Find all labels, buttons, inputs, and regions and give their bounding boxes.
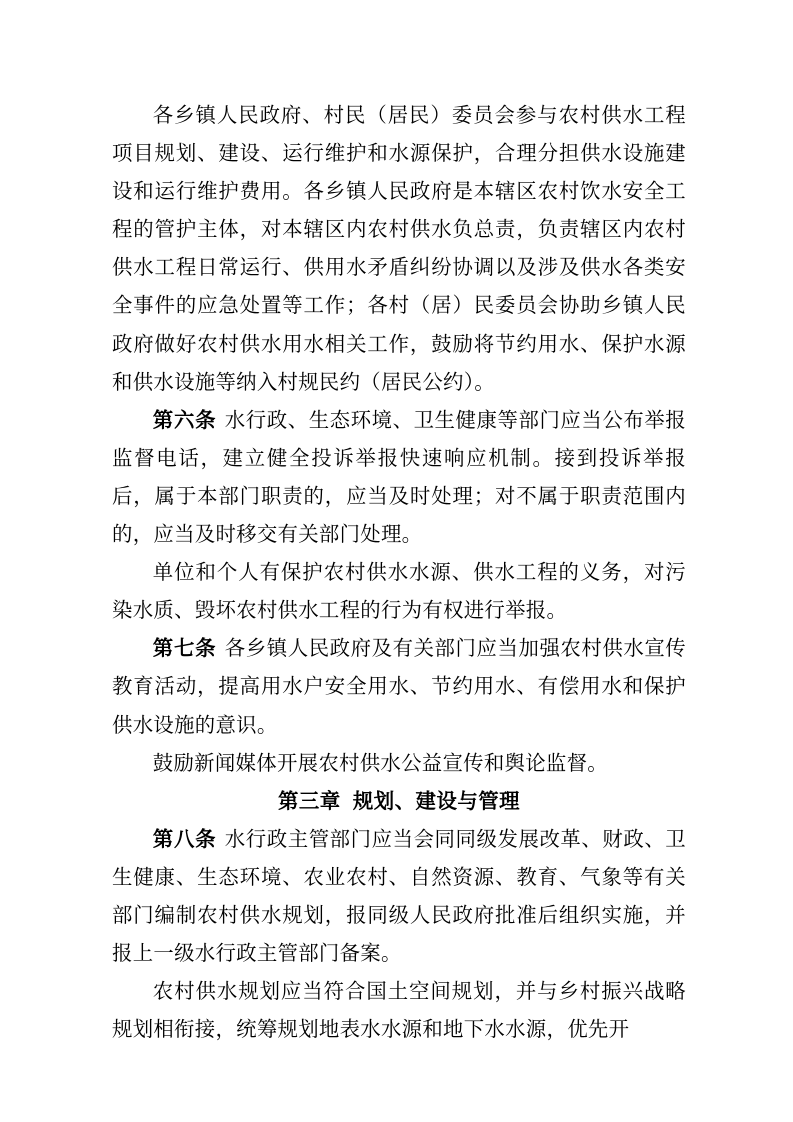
paragraph-reporting-duty xyxy=(112,553,686,629)
chapter-title: 规划、建设与管理 xyxy=(352,788,521,813)
article-text: 水行政、生态环境、卫生健康等部门应当公布举报监督电话，建立健全投诉举报快速响应机制。接到投诉举报后，属于本部门职责的，应当及时处理；对不属于职责范围内的，应当及时移交有关部门处理。 xyxy=(112,407,687,547)
paragraph-media-supervision xyxy=(112,744,686,782)
article-7 xyxy=(112,629,686,743)
article-label: 第七条 xyxy=(152,636,217,661)
paragraph-text: 单位和个人有保护农村供水水源、供水工程的义务，对污染水质、毁坏农村供水工程的行为有权进行举报。 xyxy=(112,560,686,623)
paragraph-text: 农村供水规划应当符合国土空间规划，并与乡村振兴战略规划相衔接，统筹规划地表水水源和地下水水源，优先开 xyxy=(112,979,686,1042)
paragraph-township-responsibilities xyxy=(112,96,686,401)
paragraph-planning-requirements xyxy=(112,972,686,1048)
article-text: 水行政主管部门应当会同同级发展改革、财政、卫生健康、生态环境、农业农村、自然资源、教育、气象等有关部门编制农村供水规划，报同级人民政府批准后组织实施，并报上一级水行政主管部门备案。 xyxy=(112,826,687,966)
article-6 xyxy=(112,401,686,553)
chapter-number: 第三章 xyxy=(277,788,341,813)
article-8 xyxy=(112,820,686,972)
chapter-heading xyxy=(112,782,686,820)
paragraph-text: 各乡镇人民政府、村民（居民）委员会参与农村供水工程项目规划、建设、运行维护和水源保护，合理分担供水设施建设和运行维护费用。各乡镇人民政府是本辖区农村饮水安全工程的管护主体，对本辖区内农村供水负总责，负责辖区内农村供水工程日常运行、供用水矛盾纠纷协调以及涉及供水各类安全事件的应急处置等工作；各村（居）民委员会协助乡镇人民政府做好农村供水用水相关工作，鼓励将节约用水、保护水源和供水设施等纳入村规民约（居民公约）。 xyxy=(112,103,686,394)
article-label: 第八条 xyxy=(152,826,217,851)
paragraph-text: 鼓励新闻媒体开展农村供水公益宣传和舆论监督。 xyxy=(152,750,608,775)
document-body xyxy=(112,96,686,1048)
article-text: 各乡镇人民政府及有关部门应当加强农村供水宣传教育活动，提高用水户安全用水、节约用水、有偿用水和保护供水设施的意识。 xyxy=(112,636,687,737)
article-label: 第六条 xyxy=(152,407,217,432)
